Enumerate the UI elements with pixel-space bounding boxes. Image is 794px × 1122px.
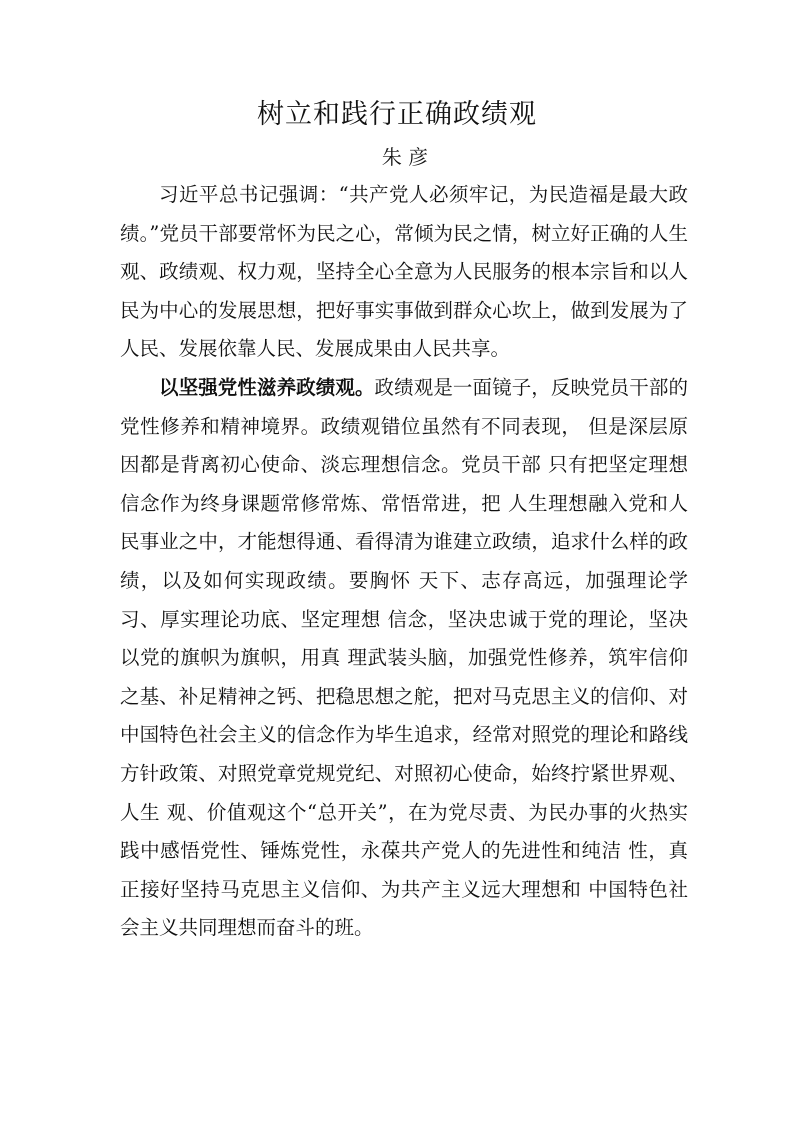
document-title: 树立和践行正确政绩观 bbox=[257, 99, 537, 130]
body-paragraph-1 bbox=[120, 176, 688, 369]
document-body bbox=[120, 176, 688, 948]
paragraph-text: 政绩观是一面镜子，反映党员干部的党性修养和精神境界。政绩观错位虽然有不同表现， 但是深层原因都是背离初心使命、淡忘理想信念。党员干部 只有把坚定理想信念作为终身课题常修常炼、常悟常进，把 人生理想融入党和人民事业之中，才能想得通、看得清为谁建立政绩，追求什么样的政绩，以及如何实现政绩。要胸怀 天下、志存高远，加强理论学习、厚实理论功底、坚定理想 信念，坚决忠诚于党的理论，坚决以党的旗帜为旗帜，用真 理武装头脑，加强党性修养，筑牢信仰之基、补足精神之钙、把稳思想之舵，把对马克思主义的信仰、对中国特色社会主义的信念作为毕生追求，经常对照党的理论和路线方针政策、对照党章党规党纪、对照初心使命，始终拧紧世界观、人生 观、价值观这个“总开关”，在为党尽责、为民办事的火热实践中感悟党性、锤炼党性，永葆共产党人的先进性和纯洁 性，真正接好坚持马克思主义信仰、为共产主义远大理想和 中国特色社会主义共同理想而奋斗的班。 bbox=[120, 375, 688, 940]
document-author: 朱 彦 bbox=[381, 145, 429, 169]
paragraph-text: 习近平总书记强调：“共产党人必须牢记，为民造福是最大政绩。”党员干部要常怀为民之心，常倾为民之情，树立好正确的人生观、政绩观、权力观，坚持全心全意为人民服务的根本宗旨和以人民为中心的发展思想，把好事实事做到群众心坎上，做到发展为了人民、发展依靠人民、发展成果由人民共享。 bbox=[120, 183, 688, 361]
paragraph-heading: 以坚强党性滋养政绩观。 bbox=[159, 375, 375, 399]
body-paragraph-2 bbox=[120, 369, 688, 948]
